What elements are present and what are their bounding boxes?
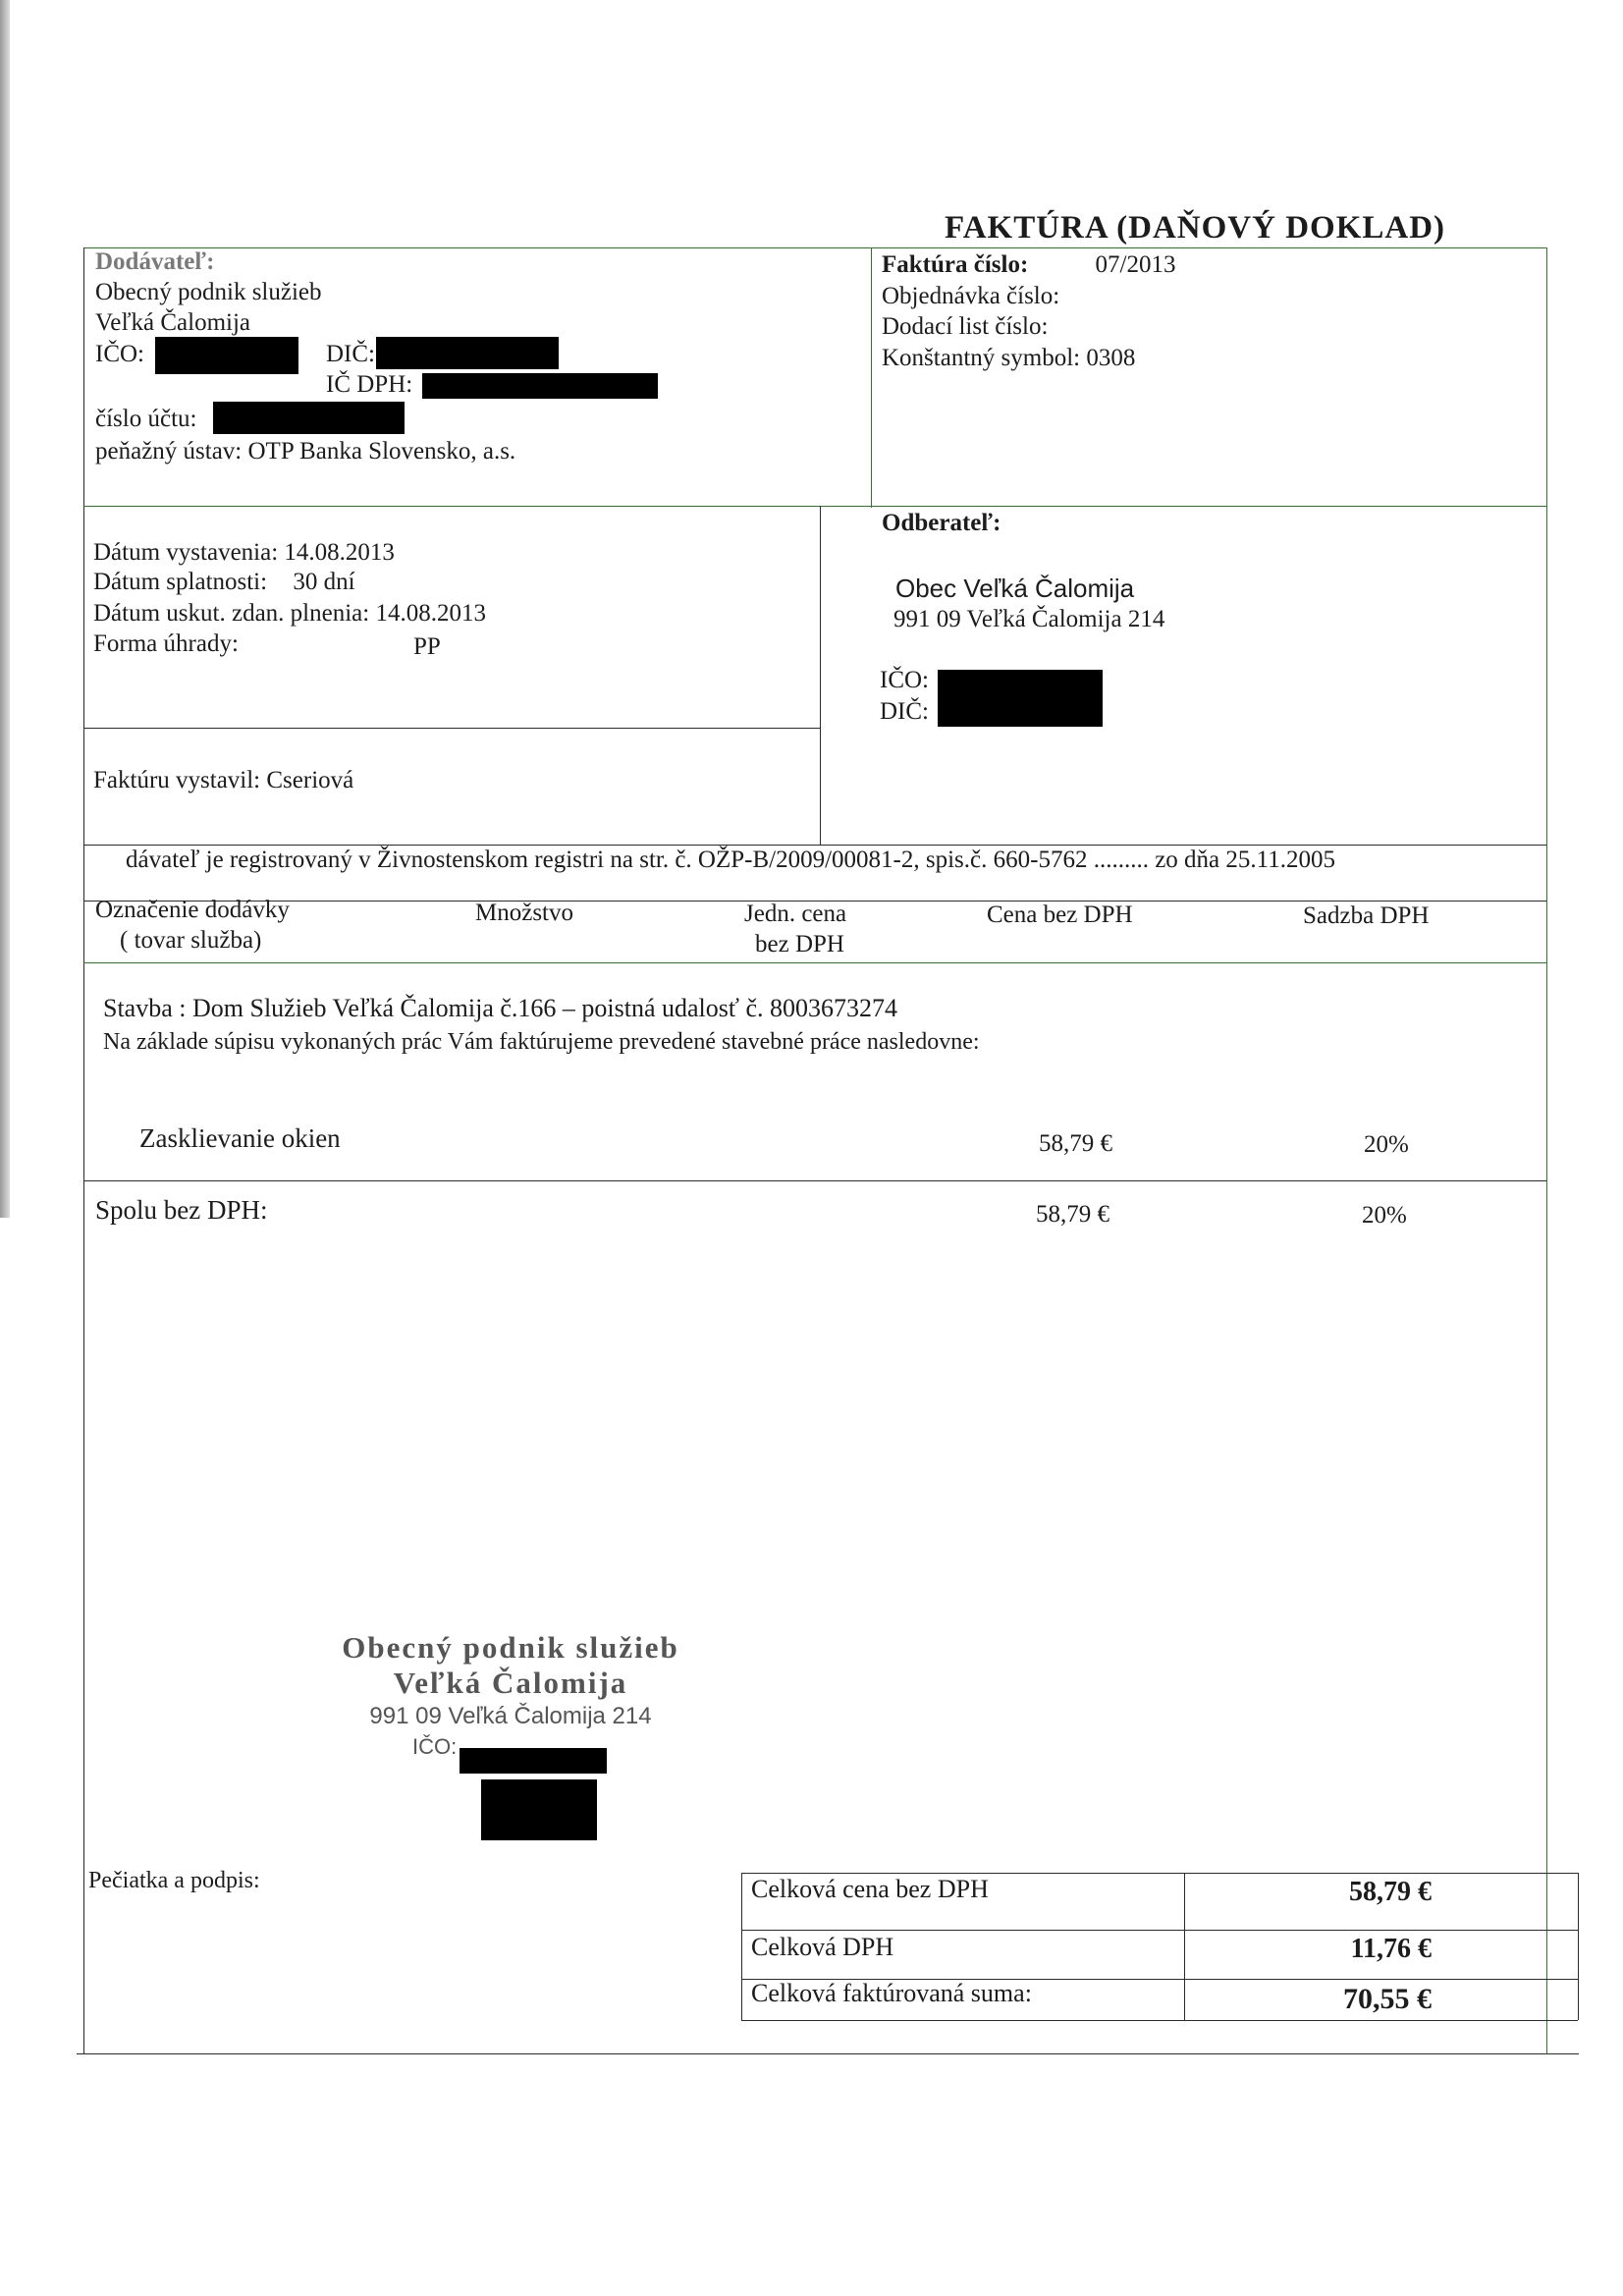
subtotal-label: Spolu bez DPH: (95, 1195, 268, 1225)
col-header-unit-price-line1: Jedn. cena (744, 901, 847, 927)
invoice-number-label: Faktúra číslo: (882, 251, 1029, 278)
customer-name: Obec Veľká Čalomija (895, 574, 1135, 603)
issued-by: Faktúru vystavil: Cseriová (93, 767, 354, 793)
supplier-dic-redaction (376, 337, 559, 369)
col-header-item-line1: Označenie dodávky (95, 897, 290, 923)
signature-label: Pečiatka a podpis: (88, 1868, 260, 1893)
issue-date-value: 14.08.2013 (284, 539, 395, 566)
frame-supplier-bottom (83, 506, 1546, 507)
customer-address: 991 09 Veľká Čalomija 214 (893, 606, 1165, 632)
supplier-name: Obecný podnik služieb (95, 279, 322, 305)
frame-divider-top (871, 247, 872, 508)
issue-date-row (93, 538, 395, 568)
frame-left-edge (83, 247, 84, 2054)
supplier-dic-label: DIČ: (326, 341, 375, 367)
customer-ico-label: IČO: (880, 667, 929, 693)
supplier-icdph-redaction (422, 373, 658, 399)
stamp-line-town: Veľká Čalomija (393, 1666, 628, 1700)
stamp-ico-redaction (460, 1748, 607, 1774)
supplier-ico-redaction (155, 337, 298, 374)
frame-right-edge (1546, 247, 1547, 2054)
frame-bottom-line (77, 2053, 1579, 2054)
supply-date-value: 14.08.2013 (375, 600, 486, 627)
stamp-line-company: Obecný podnik služieb (342, 1630, 679, 1665)
payment-form-label: Forma úhrady: (93, 630, 239, 657)
total-net-label: Celková cena bez DPH (751, 1875, 989, 1903)
frame-table-header-bottom (83, 962, 1546, 963)
stamp-line-ico: IČO: (412, 1734, 458, 1759)
item-name: Zasklievanie okien (139, 1123, 341, 1153)
project-description: Stavba : Dom Služieb Veľká Čalomija č.166 – poistná udalosť č. 8003673274 (103, 994, 898, 1022)
delivery-note-label: Dodací list číslo: (882, 313, 1049, 340)
col-header-price: Cena bez DPH (987, 902, 1133, 928)
supplier-town: Veľká Čalomija (95, 309, 251, 336)
supplier-account-redaction (213, 402, 405, 434)
stamp-line-address: 991 09 Veľká Čalomija 214 (369, 1703, 652, 1729)
supply-date-label: Dátum uskut. zdan. plnenia: (93, 600, 370, 627)
frame-top-line (83, 247, 1546, 248)
invoice-number-row (882, 250, 1176, 280)
scan-edge (0, 0, 10, 1218)
subtotal-price: 58,79 € (1036, 1201, 1109, 1228)
customer-heading: Odberateľ: (882, 510, 1001, 536)
registration-note: dávateľ je registrovaný v Živnostenskom registri na str. č. OŽP-B/2009/00081-2, spis.č. 660-5762 ......... zo dňa 25.11.2005 (126, 847, 1335, 873)
frame-divider-middle (820, 506, 821, 845)
invoice-number-value: 07/2013 (1095, 251, 1176, 278)
col-header-quantity: Množstvo (475, 900, 573, 926)
item-separator-line (83, 1180, 1546, 1181)
total-gross-label: Celková faktúrovaná suma: (751, 1979, 1032, 2007)
work-intro: Na základe súpisu vykonaných prác Vám faktúrujeme prevedené stavebné práce nasledovne: (103, 1029, 980, 1055)
payment-form-value: PP (413, 633, 441, 660)
item-price: 58,79 € (1039, 1130, 1112, 1157)
order-number-label: Objednávka číslo: (882, 283, 1060, 309)
frame-dates-bottom (83, 728, 820, 729)
supply-date-row (93, 599, 486, 629)
col-header-vat-rate: Sadzba DPH (1303, 902, 1430, 929)
total-gross-value: 70,55 € (1343, 1983, 1432, 2015)
supplier-heading: Dodávateľ: (95, 248, 215, 275)
due-date-row (93, 568, 355, 597)
item-vat-rate: 20% (1364, 1131, 1409, 1158)
stamp-signature-redaction (481, 1779, 597, 1840)
issue-date-label: Dátum vystavenia: (93, 539, 279, 566)
due-date-value: 30 dní (293, 569, 355, 595)
supplier-icdph-label: IČ DPH: (326, 371, 413, 398)
invoice-title: FAKTÚRA (DAŇOVÝ DOKLAD) (945, 210, 1446, 246)
customer-dic-label: DIČ: (880, 698, 929, 725)
company-stamp (314, 1630, 707, 1762)
due-date-label: Dátum splatnosti: (93, 569, 268, 595)
total-net-value: 58,79 € (1349, 1877, 1432, 1907)
supplier-account-label: číslo účtu: (95, 406, 197, 432)
total-vat-value: 11,76 € (1350, 1934, 1432, 1964)
constant-symbol: Konštantný symbol: 0308 (882, 345, 1136, 371)
supplier-ico-label: IČO: (95, 341, 144, 367)
col-header-unit-price-line2: bez DPH (755, 931, 844, 957)
col-header-item-line2: ( tovar služba) (120, 927, 262, 954)
subtotal-vat-rate: 20% (1362, 1202, 1407, 1229)
customer-ids-redaction (938, 670, 1103, 727)
supplier-bank: peňažný ústav: OTP Banka Slovensko, a.s. (95, 438, 516, 465)
total-vat-label: Celková DPH (751, 1933, 894, 1961)
